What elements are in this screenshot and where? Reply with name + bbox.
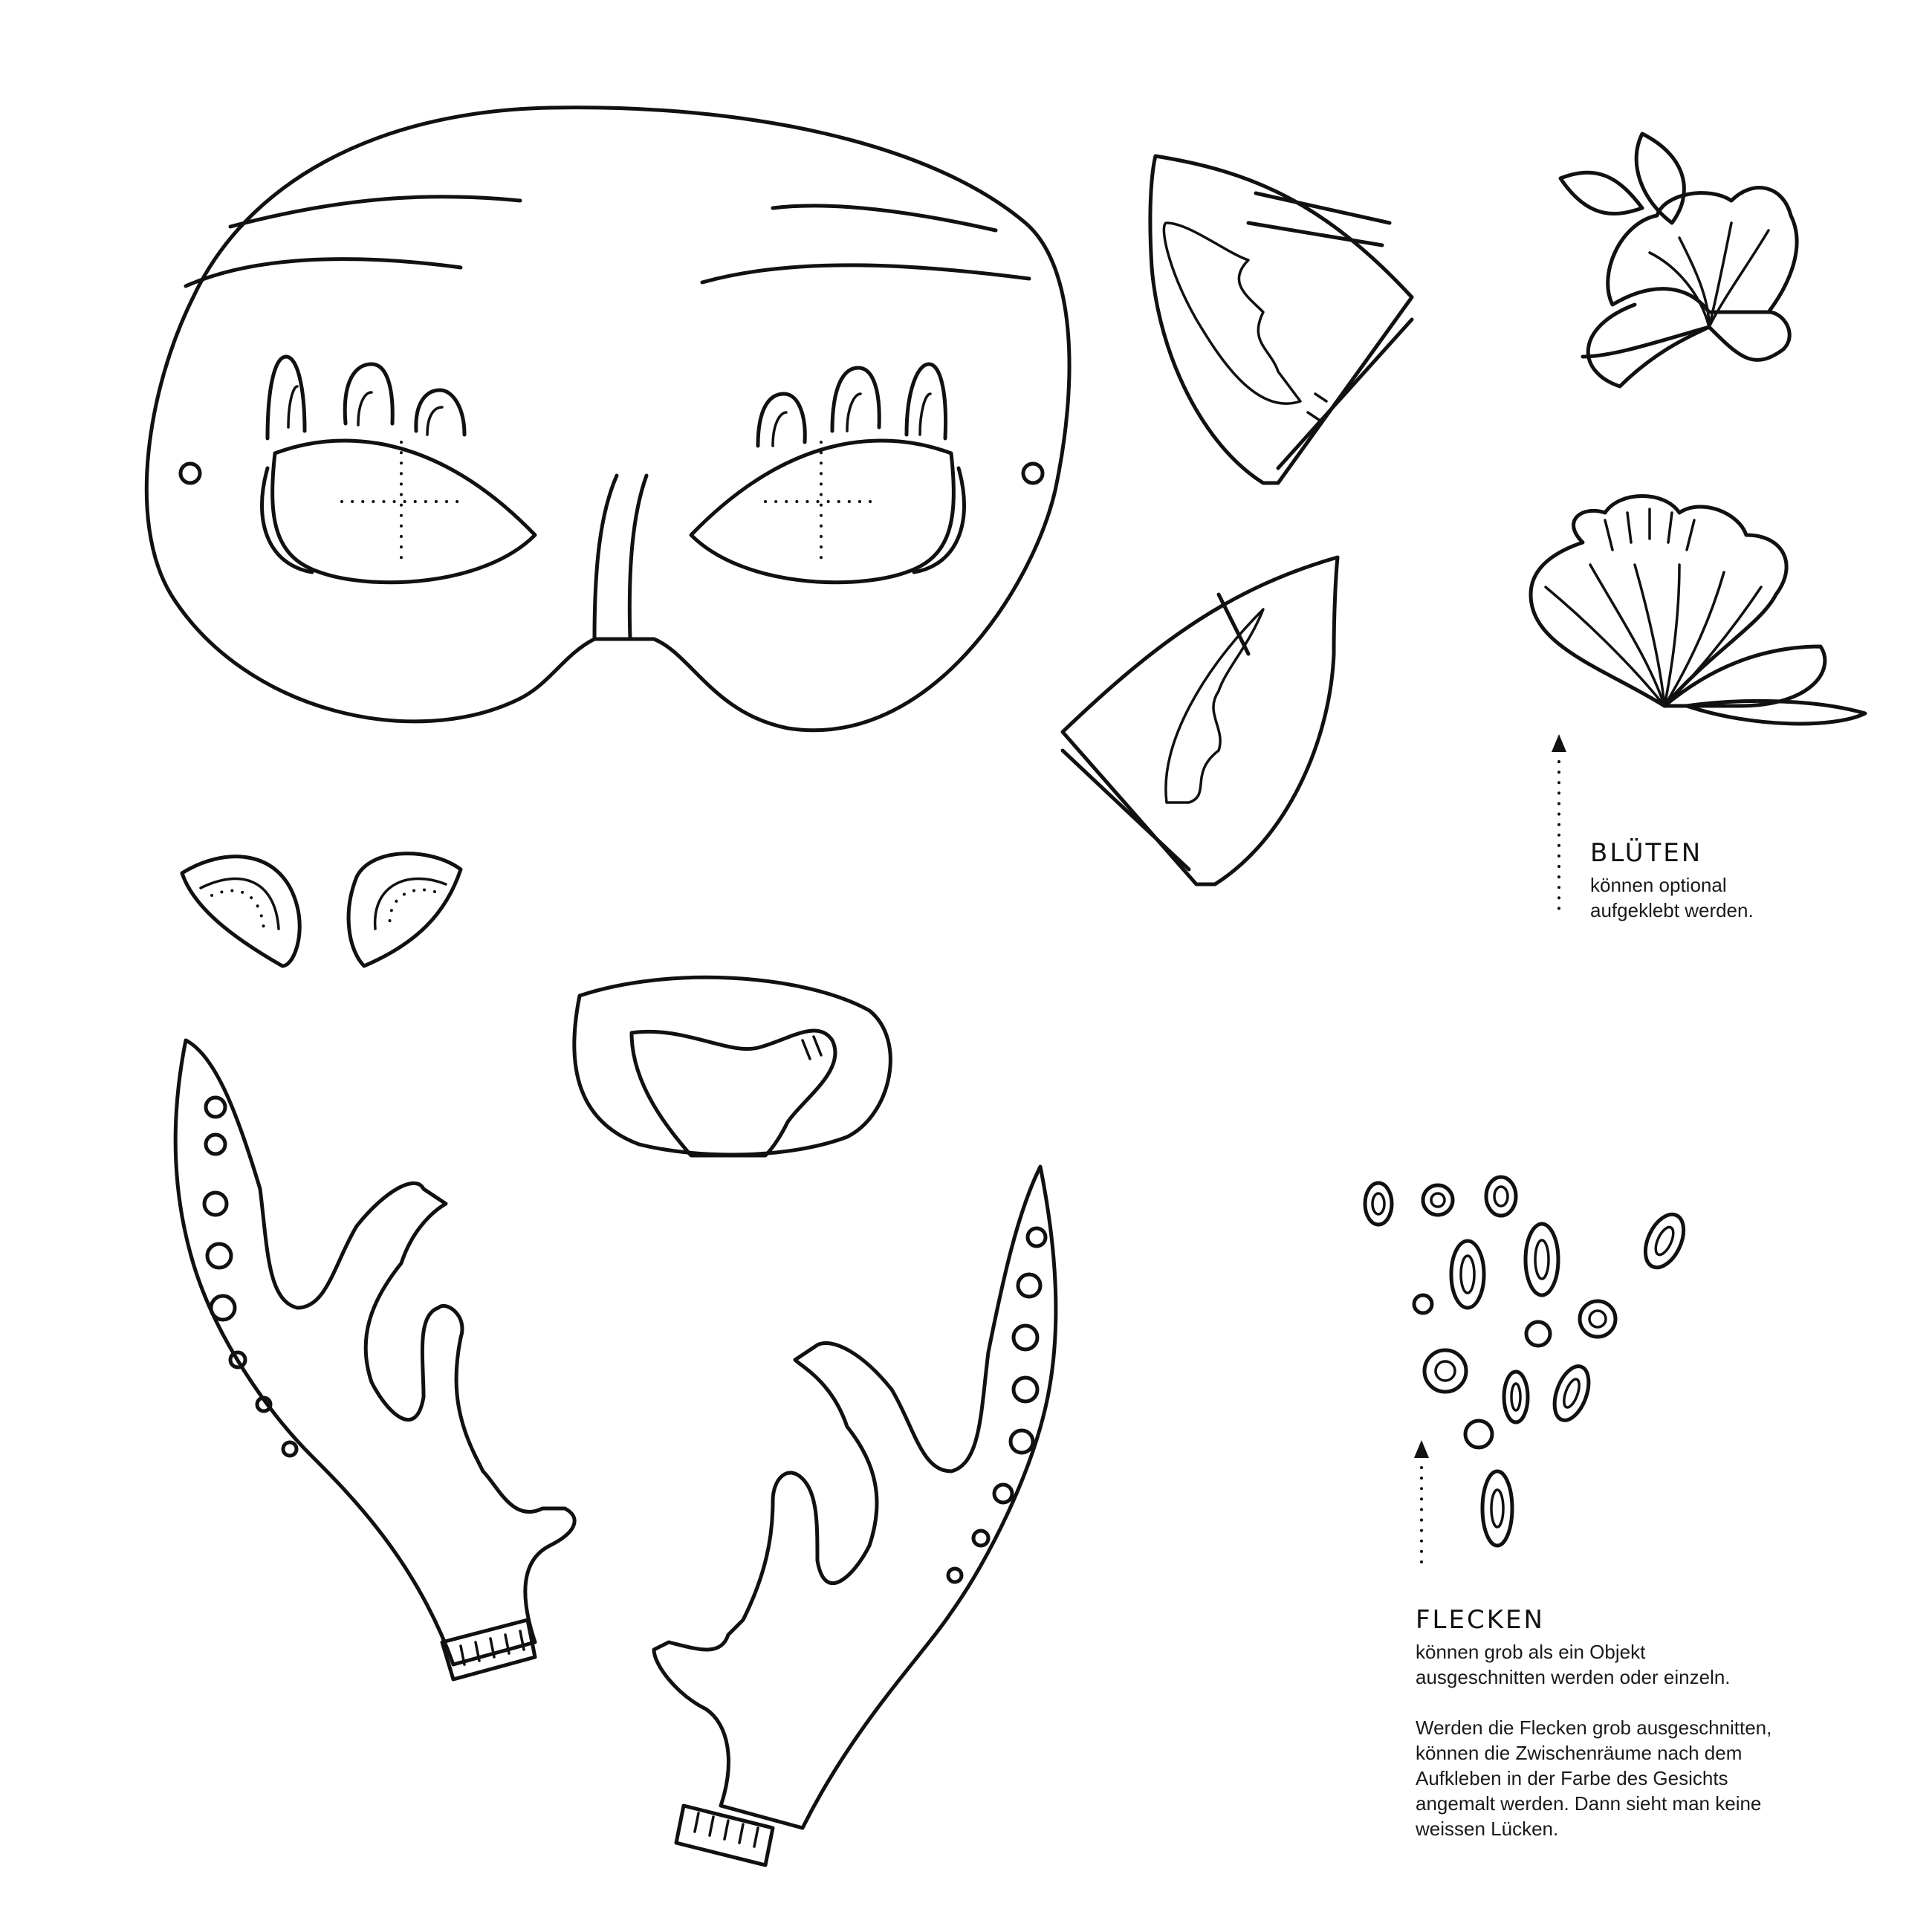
ear-cutout-icon [1063, 557, 1338, 884]
bluten-label [1590, 838, 1873, 923]
antler-cutout-icon [654, 1167, 1056, 1865]
flecken-label [1416, 1605, 1832, 1841]
flecken-line-3: Werden die Flecken grob ausgeschnitten, [1416, 1717, 1772, 1739]
flower-cutout-icon [1560, 134, 1797, 386]
flecken-line-7: weissen Lücken. [1416, 1818, 1559, 1840]
bluten-line-1: können optional [1590, 874, 1727, 896]
nose-cutout-icon [574, 977, 891, 1155]
flecken-line-1: können grob als ein Objekt [1416, 1641, 1646, 1663]
antler-cutout-icon [175, 1040, 574, 1679]
flecken-line-4: können die Zwischenräume nach dem [1416, 1742, 1743, 1764]
dotted-up-arrow-icon [1552, 734, 1566, 918]
eye-patch-cutout-icon [349, 854, 461, 966]
flecken-line-5: Aufkleben in der Farbe des Gesichts [1416, 1767, 1728, 1789]
flower-cutout-icon [1531, 496, 1865, 724]
dotted-up-arrow-icon [1414, 1440, 1429, 1568]
spots-cutout-icon [1365, 1177, 1691, 1546]
eye-patch-cutout-icon [182, 857, 299, 966]
mask-outline-icon [146, 108, 1069, 730]
flecken-line-2: ausgeschnitten werden oder einzeln. [1416, 1666, 1731, 1688]
bluten-line-2: aufgeklebt werden. [1590, 899, 1754, 921]
ear-cutout-icon [1150, 156, 1412, 483]
flecken-heading: FLECKEN [1416, 1605, 1545, 1635]
flecken-line-6: angemalt werden. Dann sieht man keine [1416, 1792, 1762, 1815]
bluten-heading: BLÜTEN [1590, 838, 1703, 868]
